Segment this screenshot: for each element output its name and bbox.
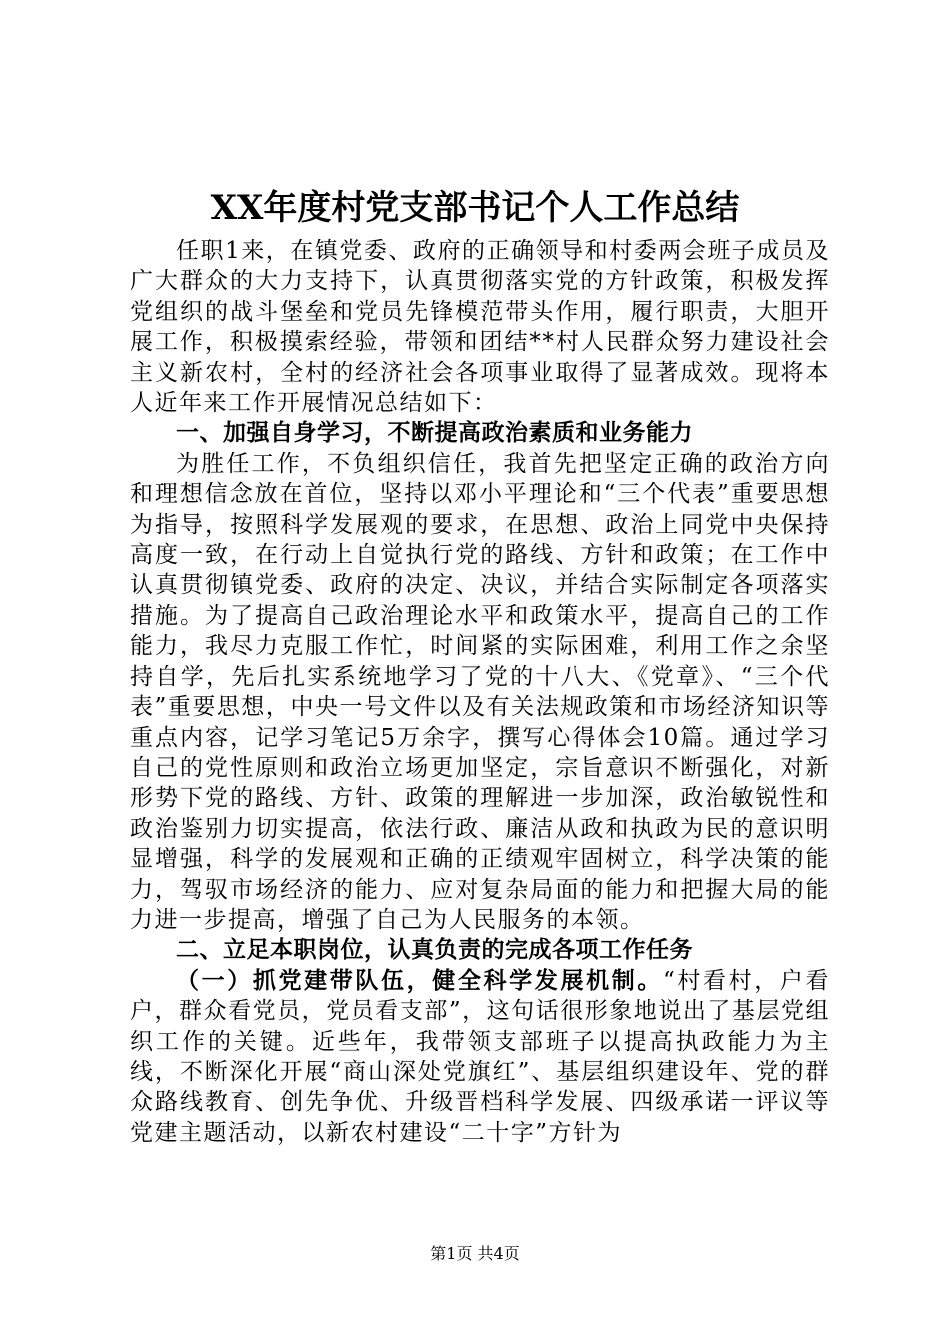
subsection-1-text: “村看村，户看户，群众看党员，党员看支部”，这句话很形象地说出了基层党组织工作的关键。近些年，我带领支部班子以提高执政能力为主线，不断深化开展“商山深处党旗红”、基层组织建设年、党的群众路线教育、创先争优、升级晋档科学发展、四级承诺一评议等党建主题活动，以新农村建设“二十字”方针为 (130, 967, 831, 1146)
section-1-heading: 一、加强自身学习，不断提高政治素质和业务能力 (176, 420, 693, 447)
intro-paragraph: 任职1来，在镇党委、政府的正确领导和村委两会班子成员及广大群众的大力支持下，认真贯彻落实党的方针政策，积极发挥党组织的战斗堡垒和党员先锋模范带头作用，履行职责，大胆开展工作，积极摸索经验，带领和团结**村人民群众努力建设社会主义新农村，全村的经济社会各项事业取得了显著成效。现将本人近年来工作开展情况总结如下： (130, 238, 830, 417)
subsection-1-lead: （一）抓党建带队伍，健全科学发展机制。 (176, 967, 663, 994)
section-1-paragraph: 为胜任工作，不负组织信任，我首先把坚定正确的政治方向和理想信念放在首位，坚持以邓小平理论和“三个代表”重要思想为指导，按照科学发展观的要求，在思想、政治上同党中央保持高度一致，在行动上自觉执行党的路线、方针和政策；在工作中认真贯彻镇党委、政府的决定、决议，并结合实际制定各项落实措施。为了提高自己政治理论水平和政策水平，提高自己的工作能力，我尽力克服工作忙，时间紧的实际困难，利用工作之余坚持自学，先后扎实系统地学习了党的十八大、《党章》、“三个代表”重要思想，中央一号文件以及有关法规政策和市场经济知识等重点内容，记学习笔记5万余字，撰写心得体会10篇。通过学习自己的党性原则和政治立场更加坚定，宗旨意识不断强化，对新形势下党的路线、方针、政策的理解进一步加深，政治敏锐性和政治鉴别力切实提高，依法行政、廉洁从政和执政为民的意识明显增强，科学的发展观和正确的正绩观牢固树立，科学决策的能力，驾驭市场经济的能力、应对复杂局面的能力和把握大局的能力进一步提高，增强了自己为人民服务的本领。 (130, 450, 830, 933)
page-number-footer: 第1页 共4页 (430, 1244, 520, 1263)
section-2-subsection-1 (130, 966, 830, 1148)
section-2-heading: 二、立足本职岗位，认真负责的完成各项工作任务 (176, 937, 693, 964)
document-body (130, 236, 830, 1148)
document-title: XX年度村党支部书记个人工作总结 (210, 188, 740, 228)
